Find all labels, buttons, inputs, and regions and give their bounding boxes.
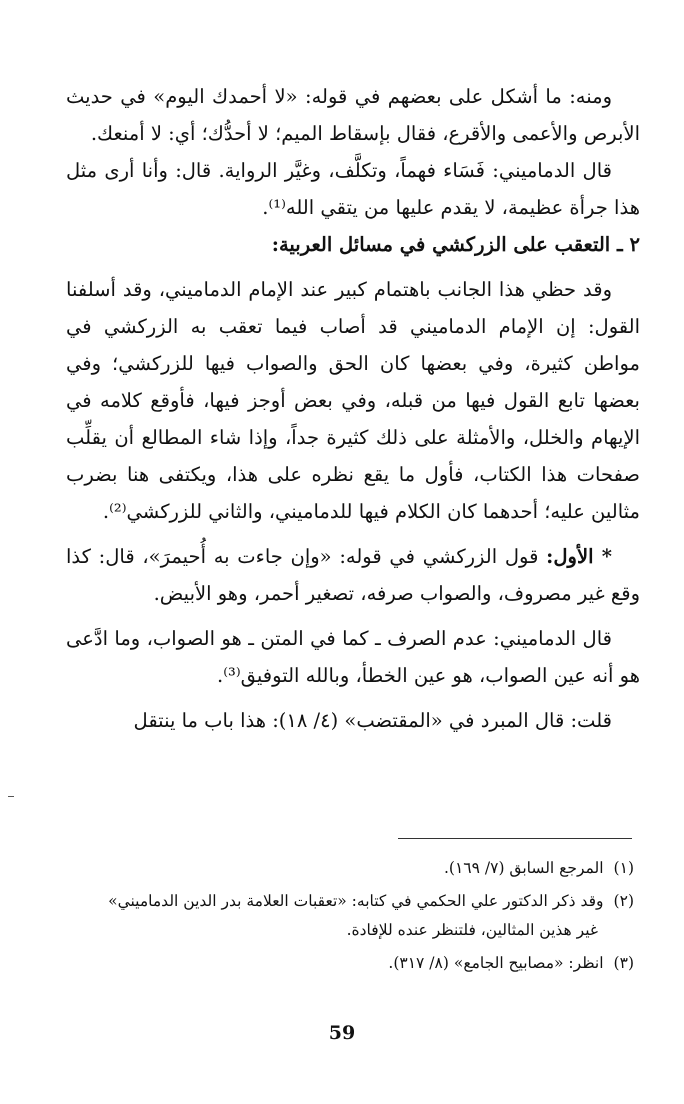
footnotes [60,852,634,980]
footnote-1 [60,852,634,885]
paragraph-section-intro: وقد حظي هذا الجانب باهتمام كبير عند الإمام الدماميني، وقد أسلفنا القول: إن الإمام الدماميني قد أصاب فيما تعقب به الزركشي في مواطن كثيرة، وفي بعضها كان الحق والصواب فيها للزركشي؛ وفي بعضها تابع القول فيها من قبله، وفي بعض أوجز فيها، فأوقع كلامه في الإيهام والخلل، والأمثلة على ذلك كثيرة جداً، وإذا شاء المطالع أن يقلِّب صفحات هذا الكتاب، فأول ما يقع نظره على هذا، ويكتفى هنا بضرب مثالين عليه؛ أحدهما كان الكلام فيها للدماميني، والثاني للزركشي⁽²⁾. [66,278,640,523]
footnote-continuation: غير هذين المثالين، فلتنظر عنده للإفادة. [346,921,598,939]
footnote-separator [398,838,632,839]
footnote-text: انظر: «مصابيح الجامع» (٨/ ٣١٧). [388,954,604,972]
paragraph-damamini-comment: قال الدماميني: فَسَاء فهماً، وتكلَّف، وغيَّر الرواية. قال: وأنا أرى مثل هذا جرأة عظيمة، لا يقدم عليها من يتقي الله⁽¹⁾. [66,159,640,219]
paragraph-damamini-reply: قال الدماميني: عدم الصرف ـ كما في المتن ـ هو الصواب، وما ادَّعى هو أنه عين الصواب، هو عين الخطأ، وبالله التوفيق⁽³⁾. [66,627,640,687]
page-number: 59 [328,1022,356,1044]
first-example-text: قول الزركشي في قوله: «وإن جاءت به أُحيمرَ»، قال: كذا وقع غير مصروف، والصواب صرفه، تصغير أحمر، وهو الأبيض. [66,545,640,605]
section-heading: ٢ ـ التعقب على الزركشي في مسائل العربية: [271,233,640,256]
footnote-3 [60,947,634,980]
main-text [66,78,640,739]
footnote-text: وقد ذكر الدكتور علي الحكمي في كتابه: «تعقبات العلامة بدر الدين الدماميني» [108,892,604,910]
footnote-number: (٢) [613,892,634,910]
paragraph-abras-hadith: ومنه: ما أشكل على بعضهم في قوله: «لا أحمدك اليوم» في حديث الأبرص والأعمى والأقرع، فقال بإسقاط الميم؛ لا أحدُّك؛ أي: لا أمنعك. [66,85,640,145]
footnote-number: (٣) [613,954,634,972]
first-example-lead: * الأول: [546,545,612,568]
footnote-number: (١) [613,859,634,877]
footnote-2 [60,885,634,947]
margin-mark [8,796,14,797]
paragraph-first-example [66,538,640,612]
footnote-text: المرجع السابق (٧/ ١٦٩). [443,859,604,877]
paragraph-final-line: قلت: قال المبرد في «المقتضب» (٤/ ١٨): هذا باب ما ينتقل [133,709,612,732]
